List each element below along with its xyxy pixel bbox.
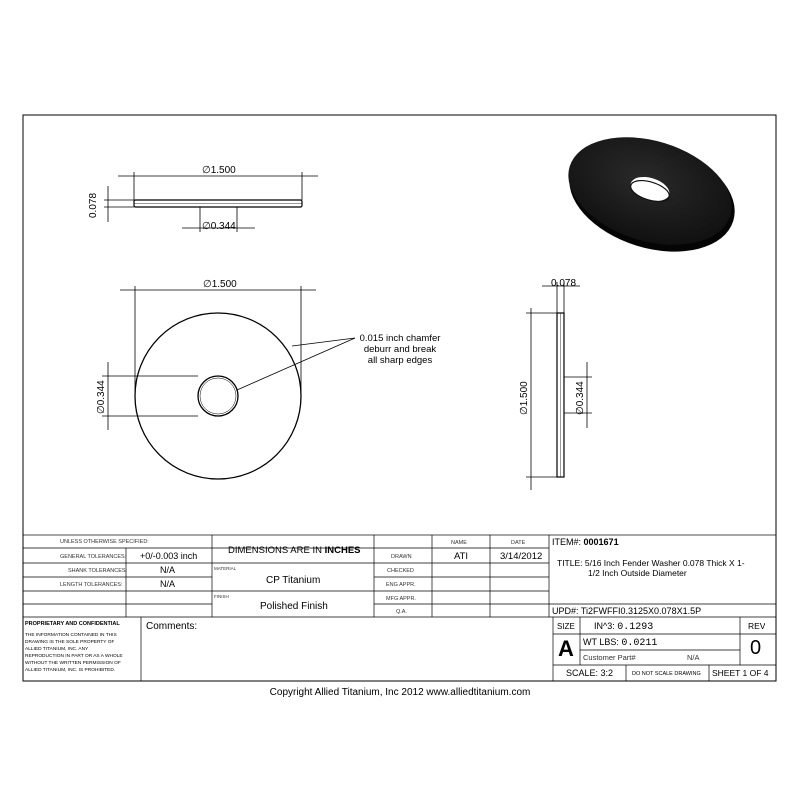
proprietary-header: PROPRIETARY AND CONFIDENTIAL	[25, 621, 120, 627]
proprietary-line: THE INFORMATION CONTAINED IN THIS	[25, 633, 117, 638]
eng-appr-label: ENG APPR.	[386, 582, 416, 588]
finish-value: Polished Finish	[260, 601, 328, 612]
scale-label: SCALE:	[566, 668, 599, 678]
proprietary-line: DRAWING IS THE SOLE PROPERTY OF	[25, 640, 115, 645]
length-tolerances-value: N/A	[160, 580, 176, 589]
size-label: SIZE	[557, 622, 575, 631]
top-view-thickness-label: 0.078	[88, 192, 99, 218]
unless-specified-label: UNLESS OTHERWISE SPECIFIED:	[60, 539, 149, 545]
svg-text:all sharp edges: all sharp edges	[367, 355, 433, 366]
name-header: NAME	[451, 540, 467, 546]
rev-value: 0	[750, 637, 762, 659]
material-label: MATERIAL	[214, 566, 237, 571]
scale	[566, 668, 613, 679]
top-view-od-label: ∅1.500	[202, 165, 236, 176]
proprietary-line: ALLIED TITANIUM, INC. IS PROHIBITED.	[25, 668, 116, 673]
weight	[583, 636, 657, 650]
front-view-od-label: ∅1.500	[203, 279, 237, 290]
upd-label: UPD#:	[552, 606, 579, 616]
item-value: 0001671	[583, 537, 619, 547]
drawn-date: 3/14/2012	[500, 551, 543, 562]
material-value: CP Titanium	[266, 575, 321, 586]
svg-text:0.015 inch chamfer: 0.015 inch chamfer	[359, 333, 441, 344]
rev-label: REV	[748, 622, 766, 631]
dimensions-note	[228, 545, 361, 556]
proprietary-line: ALLIED TITANIUM, INC. ANY	[25, 647, 89, 652]
volume-value: 0.1293	[617, 622, 654, 633]
shank-tolerances-label: SHANK TOLERANCES:	[68, 568, 128, 574]
size-value: A	[558, 637, 574, 661]
customer-part-label: Customer Part#	[583, 653, 636, 662]
side-view-id-label: ∅0.344	[575, 381, 586, 415]
upd-number	[552, 606, 701, 617]
sheet-number: SHEET 1 OF 4	[712, 668, 769, 678]
weight-label: WT LBS:	[583, 637, 619, 647]
title-text	[557, 558, 745, 568]
title-label: TITLE:	[557, 558, 583, 568]
checked-label: CHECKED	[387, 568, 414, 574]
weight-value: 0.0211	[621, 638, 658, 649]
mfg-appr-label: MFG APPR.	[386, 596, 416, 602]
proprietary-line: REPRODUCTION IN PART OR AS A WHOLE	[25, 654, 123, 659]
copyright-footer: Copyright Allied Titanium, Inc 2012 www.alliedtitanium.com	[269, 687, 531, 698]
dimensions-prefix: DIMENSIONS ARE IN	[228, 545, 325, 556]
side-view-thickness-label: 0.078	[551, 278, 577, 289]
item-label: ITEM#:	[552, 537, 582, 547]
washer-isometric-image	[555, 119, 748, 271]
drawn-name: ATI	[454, 551, 469, 562]
proprietary-line: WITHOUT THE WRITTEN PERMISSION OF	[25, 661, 121, 666]
length-tolerances-label: LENGTH TOLERANCES:	[60, 582, 123, 588]
general-tolerances-value: +0/-0.003 inch	[140, 552, 198, 561]
item-number	[552, 537, 619, 548]
top-view-id-label: ∅0.344	[202, 221, 236, 232]
finish-label: FINISH	[214, 594, 229, 599]
upd-value: Ti2FWFFI0.3125X0.078X1.5P	[580, 606, 702, 616]
general-tolerances-label: GENERAL TOLERANCES:	[60, 554, 127, 560]
comments-label: Comments:	[146, 621, 198, 632]
qa-label: Q.A.	[396, 609, 408, 615]
chamfer-note	[360, 333, 441, 366]
drawn-label: DRAWN	[391, 554, 412, 560]
svg-text:deburr and break: deburr and break	[363, 344, 437, 355]
volume-label: IN^3:	[594, 621, 615, 631]
side-view-od-label: ∅1.500	[519, 381, 530, 415]
front-view-id-label: ∅0.344	[96, 380, 107, 414]
shank-tolerances-value: N/A	[160, 566, 176, 575]
title-line-2: 1/2 Inch Outside Diameter	[588, 568, 687, 578]
volume	[594, 620, 653, 634]
title-line-1: 5/16 Inch Fender Washer 0.078 Thick X 1-	[584, 558, 745, 568]
dimensions-unit: INCHES	[324, 545, 361, 556]
date-header: DATE	[511, 540, 526, 546]
front-view	[102, 286, 355, 479]
scale-value: 3:2	[600, 668, 614, 678]
customer-part-value: N/A	[687, 653, 700, 662]
no-scale-note: DO NOT SCALE DRAWING	[632, 671, 701, 677]
